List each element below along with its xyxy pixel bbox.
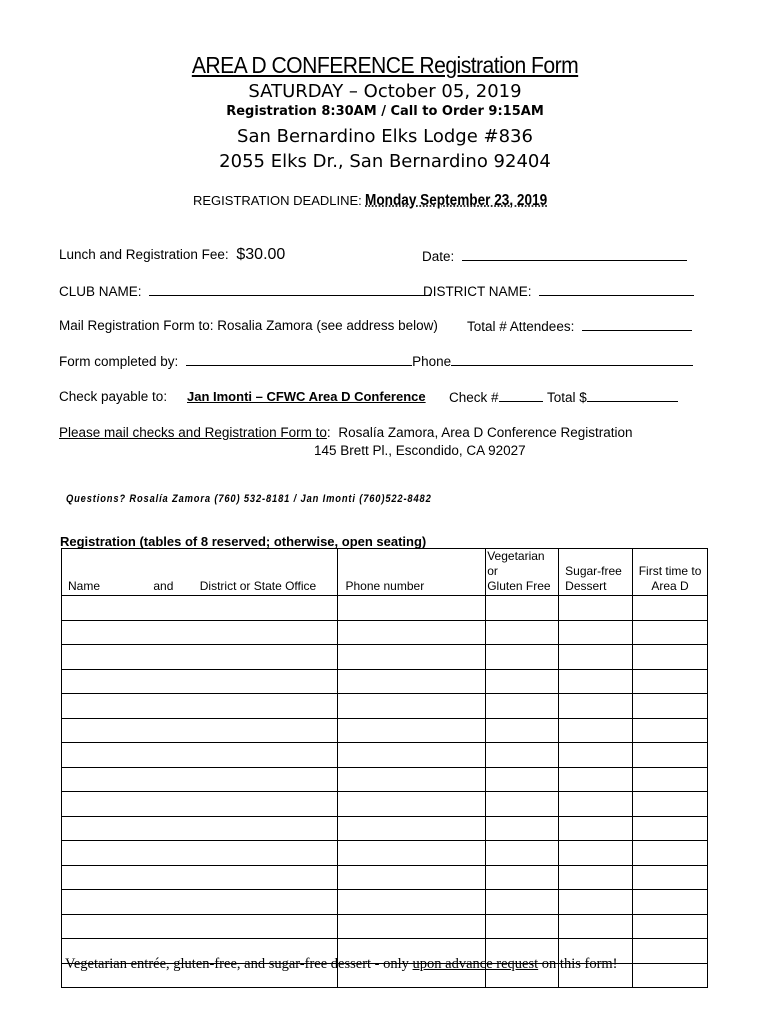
- vegetarian-cell[interactable]: [486, 767, 559, 792]
- phone-cell[interactable]: [338, 645, 486, 670]
- phone-cell[interactable]: [338, 718, 486, 743]
- vegetarian-cell[interactable]: [486, 865, 559, 890]
- sugar-free-cell[interactable]: [559, 718, 633, 743]
- check-total-input[interactable]: [587, 389, 678, 402]
- name-office-cell[interactable]: [62, 718, 338, 743]
- vegetarian-cell[interactable]: [486, 816, 559, 841]
- header-veg-line1: Vegetarian or: [487, 549, 545, 578]
- event-date: SATURDAY – October 05, 2019: [248, 81, 522, 102]
- sugar-free-cell[interactable]: [559, 645, 633, 670]
- date-field: [422, 248, 687, 264]
- vegetarian-cell[interactable]: [486, 890, 559, 915]
- table-row: [62, 620, 708, 645]
- phone-label: Phone: [412, 354, 452, 369]
- header-office-text: District or State Office: [199, 579, 317, 593]
- table-row: [62, 718, 708, 743]
- first-time-cell[interactable]: [633, 718, 708, 743]
- vegetarian-cell[interactable]: [486, 841, 559, 866]
- phone-cell[interactable]: [338, 596, 486, 621]
- sugar-free-cell[interactable]: [559, 743, 633, 768]
- first-time-cell[interactable]: [633, 645, 708, 670]
- sugar-free-cell[interactable]: [559, 669, 633, 694]
- name-office-cell[interactable]: [62, 865, 338, 890]
- sugar-free-cell[interactable]: [559, 792, 633, 817]
- sugar-free-cell[interactable]: [559, 841, 633, 866]
- first-time-cell[interactable]: [633, 816, 708, 841]
- vegetarian-cell[interactable]: [486, 620, 559, 645]
- first-time-cell[interactable]: [633, 620, 708, 645]
- table-row: [62, 914, 708, 939]
- table-header-row: [62, 549, 708, 596]
- name-office-cell[interactable]: [62, 596, 338, 621]
- name-office-cell[interactable]: [62, 914, 338, 939]
- club-field: [59, 283, 431, 299]
- first-time-cell[interactable]: [633, 669, 708, 694]
- attendees-input[interactable]: [582, 318, 692, 331]
- table-row: [62, 645, 708, 670]
- column-header-name: [62, 549, 338, 596]
- first-time-cell[interactable]: [633, 963, 708, 988]
- name-office-cell[interactable]: [62, 620, 338, 645]
- registration-deadline: [193, 192, 580, 210]
- vegetarian-cell[interactable]: [486, 743, 559, 768]
- first-time-cell[interactable]: [633, 841, 708, 866]
- date-label: Date:: [422, 249, 455, 264]
- first-time-cell[interactable]: [633, 767, 708, 792]
- column-header-sugar-free: [559, 549, 633, 596]
- table-row: [62, 669, 708, 694]
- fee-label: Lunch and Registration Fee:: [59, 247, 229, 262]
- questions-contact: Questions? Rosalía Zamora (760) 532-8181 / Jan Imonti (760)522-8482: [66, 493, 432, 505]
- phone-cell[interactable]: [338, 620, 486, 645]
- check-number-field: [449, 389, 543, 405]
- header-veg-line2: Gluten Free: [487, 579, 551, 593]
- check-payee: Jan Imonti – CFWC Area D Conference: [187, 389, 426, 404]
- vegetarian-cell[interactable]: [486, 694, 559, 719]
- table-row: [62, 792, 708, 817]
- table-row: [62, 816, 708, 841]
- table-row: [62, 596, 708, 621]
- sugar-free-cell[interactable]: [559, 890, 633, 915]
- phone-cell[interactable]: [338, 914, 486, 939]
- phone-cell[interactable]: [338, 841, 486, 866]
- club-label: CLUB NAME:: [59, 284, 142, 299]
- table-row: [62, 865, 708, 890]
- phone-cell[interactable]: [338, 743, 486, 768]
- phone-cell[interactable]: [338, 669, 486, 694]
- phone-input[interactable]: [451, 353, 693, 366]
- attendees-field: [467, 318, 692, 334]
- vegetarian-cell[interactable]: [486, 792, 559, 817]
- sugar-free-cell[interactable]: [559, 816, 633, 841]
- venue-name: San Bernardino Elks Lodge #836: [237, 126, 533, 147]
- table-row: [62, 767, 708, 792]
- table-row: [62, 890, 708, 915]
- first-time-cell[interactable]: [633, 914, 708, 939]
- first-time-cell[interactable]: [633, 792, 708, 817]
- phone-cell[interactable]: [338, 890, 486, 915]
- phone-cell[interactable]: [338, 865, 486, 890]
- header-sugar-line1: Sugar-free: [565, 564, 622, 578]
- deadline-label: REGISTRATION DEADLINE:: [193, 193, 362, 208]
- header-sugar-line2: Dessert: [565, 579, 607, 593]
- check-number-label: Check #: [449, 390, 499, 405]
- footer-note: [65, 956, 618, 973]
- first-time-cell[interactable]: [633, 596, 708, 621]
- club-name-input[interactable]: [149, 283, 431, 296]
- phone-cell[interactable]: [338, 694, 486, 719]
- sugar-free-cell[interactable]: [559, 596, 633, 621]
- sugar-free-cell[interactable]: [559, 767, 633, 792]
- column-header-first-time: [633, 549, 708, 596]
- fee-field: [59, 246, 285, 264]
- footer-text-underlined: upon advance request: [412, 956, 539, 972]
- completed-by-label: Form completed by:: [59, 354, 179, 369]
- sugar-free-cell[interactable]: [559, 694, 633, 719]
- registration-time: Registration 8:30AM / Call to Order 9:15AM: [226, 104, 544, 119]
- name-office-cell[interactable]: [62, 743, 338, 768]
- date-input[interactable]: [462, 248, 687, 261]
- name-office-cell[interactable]: [62, 669, 338, 694]
- header-and-text: and: [153, 579, 174, 593]
- footer-text-after: on this form!: [538, 956, 618, 972]
- mail-checks-address: 145 Brett Pl., Escondido, CA 92027: [314, 443, 526, 458]
- check-total-label: Total $: [547, 390, 587, 405]
- name-office-cell[interactable]: [62, 841, 338, 866]
- fee-value: $30.00: [236, 246, 286, 263]
- mail-checks-colon: :: [326, 425, 331, 440]
- completed-by-input[interactable]: [186, 353, 412, 366]
- mail-checks-line: [59, 425, 633, 440]
- vegetarian-cell[interactable]: [486, 669, 559, 694]
- first-time-cell[interactable]: [633, 890, 708, 915]
- name-office-cell[interactable]: [62, 694, 338, 719]
- column-header-phone: Phone number: [338, 549, 486, 596]
- district-name-input[interactable]: [539, 283, 694, 296]
- sugar-free-cell[interactable]: [559, 620, 633, 645]
- vegetarian-cell[interactable]: [486, 914, 559, 939]
- table-row: [62, 694, 708, 719]
- form-title: AREA D CONFERENCE Registration Form: [191, 52, 579, 78]
- vegetarian-cell[interactable]: [486, 645, 559, 670]
- header-first-line2: Area D: [651, 579, 689, 593]
- name-office-cell[interactable]: [62, 890, 338, 915]
- header-name-text: Name: [68, 579, 101, 593]
- check-number-input[interactable]: [499, 389, 543, 402]
- first-time-cell[interactable]: [633, 939, 708, 964]
- vegetarian-cell[interactable]: [486, 596, 559, 621]
- sugar-free-cell[interactable]: [559, 865, 633, 890]
- sugar-free-cell[interactable]: [559, 914, 633, 939]
- vegetarian-cell[interactable]: [486, 718, 559, 743]
- registration-table-body: [62, 596, 708, 988]
- first-time-cell[interactable]: [633, 865, 708, 890]
- district-label: DISTRICT NAME:: [423, 284, 532, 299]
- completed-by-field: [59, 353, 693, 369]
- attendees-label: Total # Attendees:: [467, 319, 575, 334]
- first-time-cell[interactable]: [633, 694, 708, 719]
- mail-to-text: Mail Registration Form to: Rosalia Zamora (see address below): [59, 318, 438, 333]
- check-total-field: [547, 389, 678, 405]
- first-time-cell[interactable]: [633, 743, 708, 768]
- mail-checks-label: Please mail checks and Registration Form to: [59, 425, 327, 440]
- venue-address: 2055 Elks Dr., San Bernardino 92404: [219, 151, 551, 172]
- table-row: [62, 841, 708, 866]
- table-row: [62, 743, 708, 768]
- name-office-cell[interactable]: [62, 792, 338, 817]
- name-office-cell[interactable]: [62, 816, 338, 841]
- phone-cell[interactable]: [338, 767, 486, 792]
- district-field: [423, 283, 694, 299]
- mail-checks-recipient: Rosalía Zamora, Area D Conference Registration: [338, 425, 633, 440]
- name-office-cell[interactable]: [62, 767, 338, 792]
- deadline-value: Monday September 23, 2019: [365, 192, 548, 209]
- registration-table: [61, 548, 708, 988]
- column-header-vegetarian: [486, 549, 559, 596]
- name-office-cell[interactable]: [62, 645, 338, 670]
- phone-cell[interactable]: [338, 816, 486, 841]
- footer-text-before: Vegetarian entrée, gluten-free, and sugar-free dessert - only: [65, 956, 413, 972]
- phone-cell[interactable]: [338, 792, 486, 817]
- registration-title: Registration (tables of 8 reserved; otherwise, open seating): [60, 534, 427, 549]
- header-first-line1: First time to: [638, 564, 702, 578]
- check-payable-label: Check payable to:: [59, 389, 168, 404]
